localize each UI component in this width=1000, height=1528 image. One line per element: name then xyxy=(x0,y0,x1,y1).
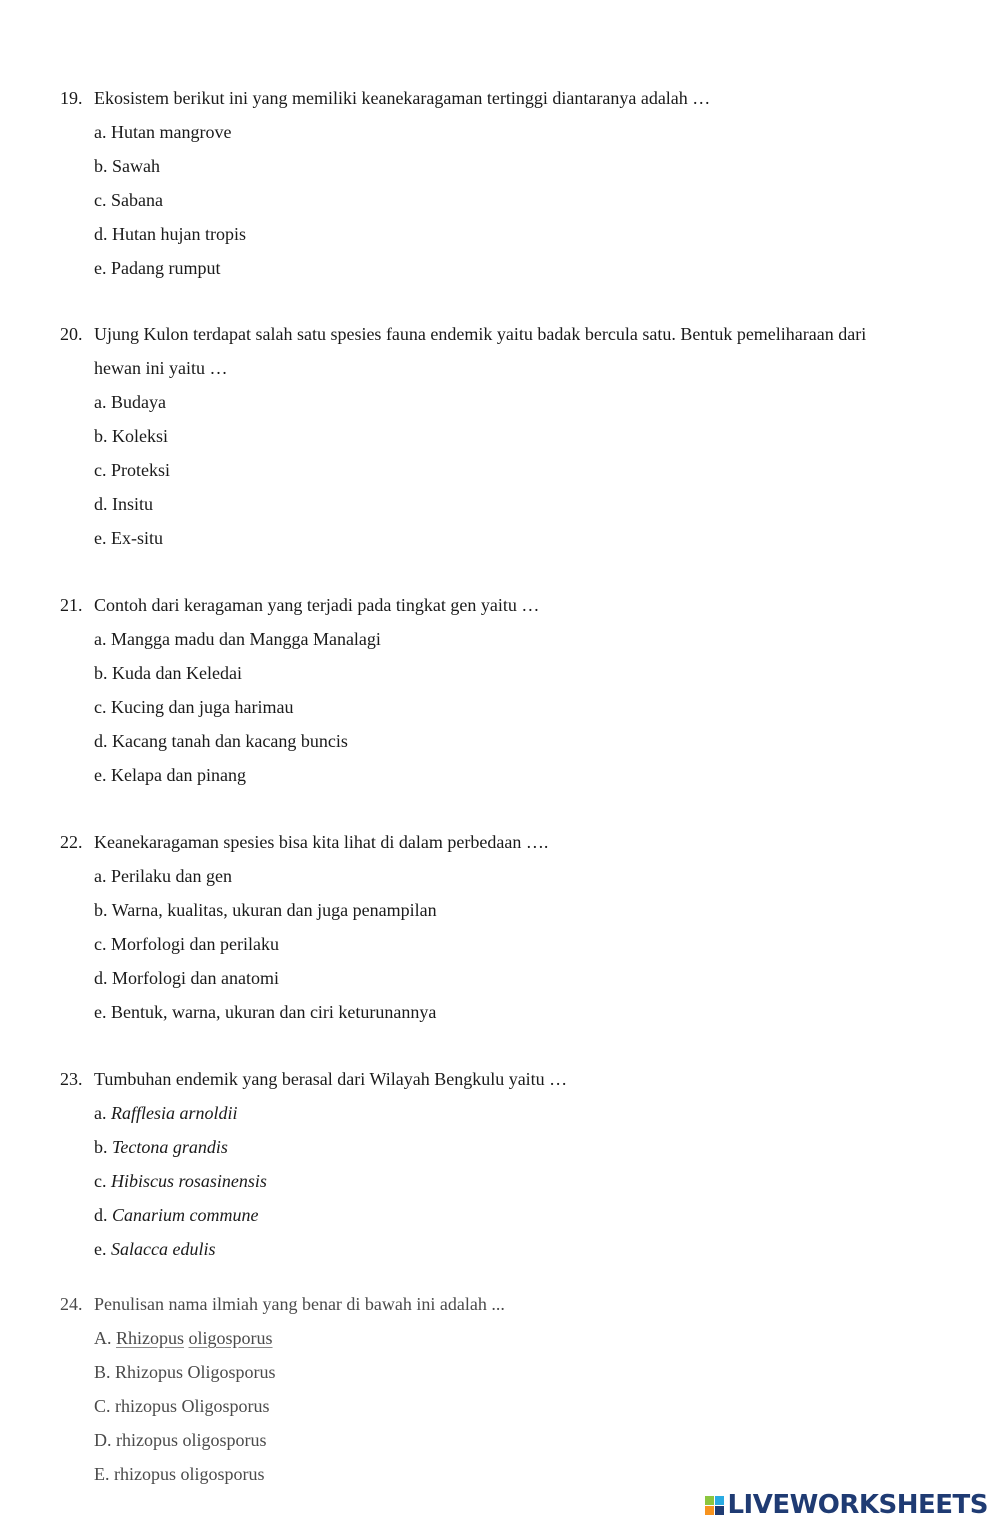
option-b[interactable] xyxy=(0,1130,1000,1164)
option-c[interactable] xyxy=(0,1389,1000,1423)
option-text: Hibiscus rosasinensis xyxy=(111,1171,267,1191)
option-e[interactable] xyxy=(0,251,1000,285)
question-number: 21. xyxy=(60,595,83,615)
option-letter: D. xyxy=(94,1430,112,1450)
question-number: 22. xyxy=(60,832,83,852)
question-23 xyxy=(0,1062,1000,1266)
option-e[interactable] xyxy=(0,1232,1000,1266)
liveworksheets-logo-icon xyxy=(705,1496,724,1515)
option-letter: e. xyxy=(94,258,107,278)
option-c[interactable] xyxy=(0,690,1000,724)
option-text: Sabana xyxy=(111,190,163,210)
question-stem xyxy=(0,317,1000,385)
question-text: Keanekaragaman spesies bisa kita lihat di dalam perbedaan …. xyxy=(94,832,549,852)
question-stem xyxy=(0,81,1000,115)
option-a[interactable] xyxy=(0,1096,1000,1130)
option-b[interactable] xyxy=(0,656,1000,690)
option-text: rhizopus oligosporus xyxy=(114,1464,265,1484)
option-text: Morfologi dan anatomi xyxy=(112,968,279,988)
option-text: Insitu xyxy=(112,494,154,514)
option-c[interactable] xyxy=(0,453,1000,487)
option-a[interactable] xyxy=(0,859,1000,893)
brand-name: LIVEWORKSHEETS xyxy=(727,1490,988,1520)
option-letter: a. xyxy=(94,866,107,886)
option-a[interactable] xyxy=(0,1321,1000,1355)
option-letter: c. xyxy=(94,697,107,717)
option-a[interactable] xyxy=(0,622,1000,656)
question-20 xyxy=(0,317,1000,555)
question-text: Tumbuhan endemik yang berasal dari Wilayah Bengkulu yaitu … xyxy=(94,1069,568,1089)
option-text: Koleksi xyxy=(112,426,168,446)
option-letter: e. xyxy=(94,765,107,785)
option-d[interactable] xyxy=(0,724,1000,758)
option-b[interactable] xyxy=(0,419,1000,453)
option-text: Kucing dan juga harimau xyxy=(111,697,294,717)
option-text: Padang rumput xyxy=(111,258,221,278)
option-letter: c. xyxy=(94,1171,107,1191)
option-d[interactable] xyxy=(0,961,1000,995)
option-letter: a. xyxy=(94,629,107,649)
logo-square xyxy=(705,1496,714,1505)
option-letter: B. xyxy=(94,1362,111,1382)
option-text: Hutan mangrove xyxy=(111,122,232,142)
option-a[interactable] xyxy=(0,385,1000,419)
option-letter: b. xyxy=(94,1137,108,1157)
option-b[interactable] xyxy=(0,149,1000,183)
option-text: Salacca edulis xyxy=(111,1239,216,1259)
option-text: rhizopus Oligosporus xyxy=(115,1396,270,1416)
option-letter: e. xyxy=(94,1002,107,1022)
option-text: Tectona grandis xyxy=(112,1137,228,1157)
option-text: Perilaku dan gen xyxy=(111,866,232,886)
logo-square xyxy=(705,1506,714,1515)
option-text: rhizopus oligosporus xyxy=(116,1430,267,1450)
option-d[interactable] xyxy=(0,487,1000,521)
logo-square xyxy=(715,1506,724,1515)
option-text: Morfologi dan perilaku xyxy=(111,934,279,954)
option-e[interactable] xyxy=(0,521,1000,555)
question-number: 23. xyxy=(60,1069,83,1089)
option-letter: d. xyxy=(94,224,108,244)
option-letter: a. xyxy=(94,1103,107,1123)
option-letter: A. xyxy=(94,1328,112,1348)
option-text: Sawah xyxy=(112,156,160,176)
question-stem xyxy=(0,1287,1000,1321)
option-text: Rafflesia arnoldii xyxy=(111,1103,238,1123)
option-letter: c. xyxy=(94,934,107,954)
option-letter: d. xyxy=(94,1205,108,1225)
question-text: Penulisan nama ilmiah yang benar di bawah ini adalah ... xyxy=(94,1294,505,1314)
logo-square xyxy=(715,1496,724,1505)
option-e[interactable] xyxy=(0,1457,1000,1491)
question-number: 20. xyxy=(60,324,83,344)
question-text: Ekosistem berikut ini yang memiliki keanekaragaman tertinggi diantaranya adalah … xyxy=(94,88,711,108)
option-letter: C. xyxy=(94,1396,111,1416)
question-24 xyxy=(0,1287,1000,1491)
question-number: 24. xyxy=(60,1294,83,1314)
option-letter: e. xyxy=(94,1239,107,1259)
option-text: Rhizopus Oligosporus xyxy=(115,1362,276,1382)
option-e[interactable] xyxy=(0,758,1000,792)
question-text: Ujung Kulon terdapat salah satu spesies fauna endemik yaitu badak bercula satu. Bentuk pemeliharaan dari hewan ini yaitu … xyxy=(94,324,867,378)
question-stem xyxy=(0,588,1000,622)
option-c[interactable] xyxy=(0,1164,1000,1198)
option-c[interactable] xyxy=(0,183,1000,217)
option-text-genus: Rhizopus xyxy=(116,1328,185,1348)
option-letter: b. xyxy=(94,426,108,446)
option-b[interactable] xyxy=(0,1355,1000,1389)
option-text: Budaya xyxy=(111,392,166,412)
option-e[interactable] xyxy=(0,995,1000,1029)
option-text: Proteksi xyxy=(111,460,171,480)
option-a[interactable] xyxy=(0,115,1000,149)
option-letter: b. xyxy=(94,900,108,920)
option-b[interactable] xyxy=(0,893,1000,927)
option-d[interactable] xyxy=(0,1423,1000,1457)
option-letter: c. xyxy=(94,460,107,480)
question-number: 19. xyxy=(60,88,83,108)
option-text: Mangga madu dan Mangga Manalagi xyxy=(111,629,381,649)
option-d[interactable] xyxy=(0,1198,1000,1232)
question-21 xyxy=(0,588,1000,792)
liveworksheets-brand xyxy=(705,1490,988,1520)
option-letter: E. xyxy=(94,1464,110,1484)
question-22 xyxy=(0,825,1000,1029)
option-letter: a. xyxy=(94,122,107,142)
option-letter: d. xyxy=(94,968,108,988)
option-text: Canarium commune xyxy=(112,1205,259,1225)
option-text: Warna, kualitas, ukuran dan juga penampilan xyxy=(111,900,437,920)
question-19 xyxy=(0,81,1000,285)
option-text: Bentuk, warna, ukuran dan ciri keturunannya xyxy=(111,1002,437,1022)
option-d[interactable] xyxy=(0,217,1000,251)
option-letter: d. xyxy=(94,731,108,751)
option-letter: b. xyxy=(94,663,108,683)
option-text: Kuda dan Keledai xyxy=(112,663,242,683)
option-text: Kacang tanah dan kacang buncis xyxy=(112,731,348,751)
option-letter: d. xyxy=(94,494,108,514)
option-c[interactable] xyxy=(0,927,1000,961)
question-text: Contoh dari keragaman yang terjadi pada tingkat gen yaitu … xyxy=(94,595,540,615)
option-text: Ex-situ xyxy=(111,528,163,548)
option-letter: b. xyxy=(94,156,108,176)
option-text: Kelapa dan pinang xyxy=(111,765,246,785)
option-letter: a. xyxy=(94,392,107,412)
option-text-species: oligosporus xyxy=(188,1328,273,1348)
option-letter: c. xyxy=(94,190,107,210)
option-letter: e. xyxy=(94,528,107,548)
question-stem xyxy=(0,825,1000,859)
question-stem xyxy=(0,1062,1000,1096)
option-text: Hutan hujan tropis xyxy=(112,224,246,244)
